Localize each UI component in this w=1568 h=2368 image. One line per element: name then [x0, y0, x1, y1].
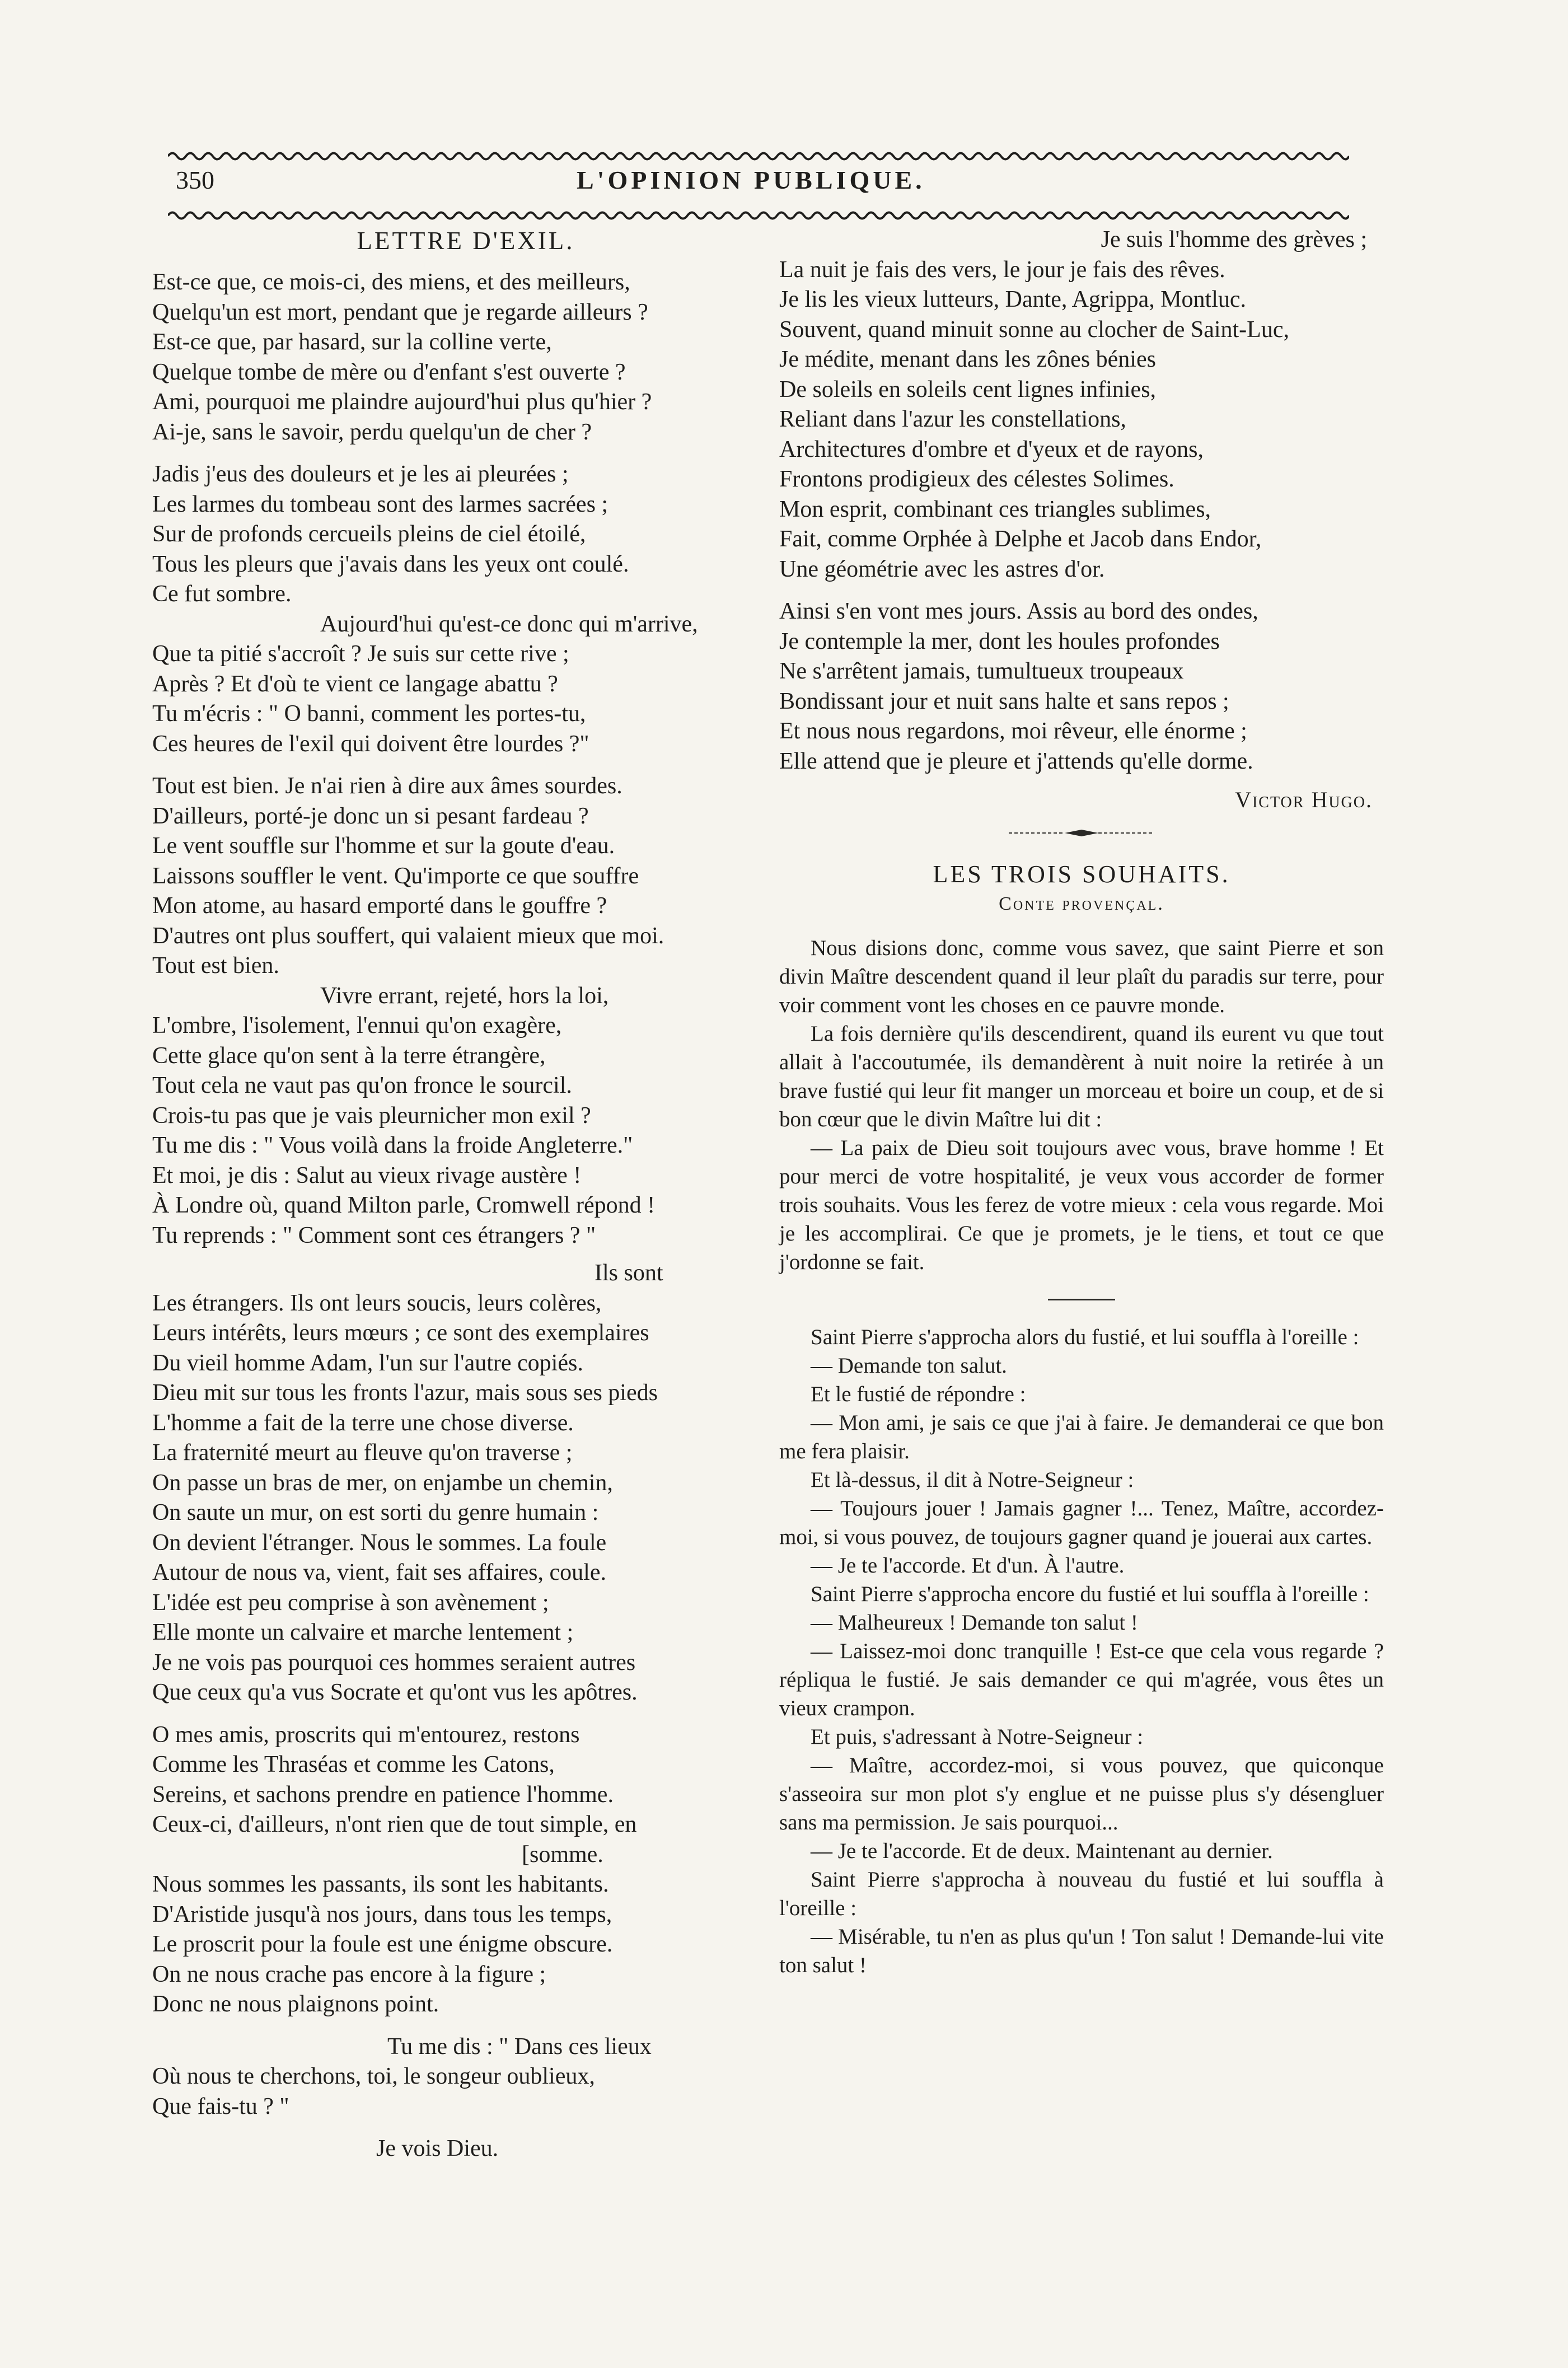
story-paragraph: Et le fustié de répondre :: [811, 1382, 1026, 1406]
poem-stanza: [152, 2032, 746, 2122]
poem-line: [somme.: [522, 1841, 603, 1868]
poem-line: Elle monte un calvaire et marche lentement ;: [152, 1620, 574, 1645]
poem-line: Cette glace qu'on sent à la terre étrangère,: [152, 1042, 546, 1069]
poem-line: Souvent, quand minuit sonne au clocher de Saint-Luc,: [779, 316, 1289, 343]
poem-line: Ainsi s'en vont mes jours. Assis au bord des ondes,: [779, 598, 1258, 624]
poem-line: Fait, comme Orphée à Delphe et Jacob dans Endor,: [779, 526, 1262, 552]
poem-stanza: [152, 2134, 746, 2164]
story-paragraph: — La paix de Dieu soit toujours avec vous, brave homme ! Et pour merci de votre hospitalité, je veux vous accorder de former trois souhaits. Vous les ferez de votre mieux : cela vous regarde. Moi je les accomplirai. Ce que je promets, je le tiens, et tout ce que j'ordonne se fait.: [779, 1136, 1384, 1274]
poem-line: Ami, pourquoi me plaindre aujourd'hui plus qu'hier ?: [152, 389, 652, 415]
left-column: [152, 225, 746, 2164]
story-paragraph: — Laissez-moi donc tranquille ! Est-ce que cela vous regarde ? répliqua le fustié. Je sais demander ce qui m'agrée, vous êtes un vieux crampon.: [779, 1639, 1384, 1720]
poem-line: Le vent souffle sur l'homme et sur la goute d'eau.: [152, 833, 615, 859]
poem-stanza: [152, 268, 746, 447]
poem-line: Ces heures de l'exil qui doivent être lourdes ?": [152, 731, 589, 757]
poem-line: La fraternité meurt au fleuve qu'on traverse ;: [152, 1440, 573, 1466]
poem-line: Tu reprends : " Comment sont ces étrangers ? ": [152, 1222, 596, 1248]
story-paragraph: Saint Pierre s'approcha à nouveau du fustié et lui souffla à l'oreille :: [779, 1868, 1384, 1920]
running-title: L'OPINION PUBLIQUE.: [577, 166, 925, 194]
poem-line: Tu me dis : " Dans ces lieux: [387, 2033, 652, 2060]
poem-line: On saute un mur, on est sorti du genre humain :: [152, 1500, 599, 1525]
poem-line: Tous les pleurs que j'avais dans les yeux ont coulé.: [152, 551, 629, 577]
poem-line: Ne s'arrêtent jamais, tumultueux troupeaux: [779, 658, 1184, 684]
story-paragraph: — Je te l'accorde. Et de deux. Maintenant au dernier.: [811, 1839, 1273, 1863]
poem-line: Reliant dans l'azur les constellations,: [779, 406, 1126, 432]
poem-line: D'ailleurs, porté-je donc un si pesant fardeau ?: [152, 803, 589, 829]
poem-line: Jadis j'eus des douleurs et je les ai pleurées ;: [152, 461, 569, 487]
header-bottom-rule: [168, 208, 1349, 223]
poem-line: Comme les Thraséas et comme les Catons,: [152, 1752, 555, 1777]
poem-line: Vivre errant, rejeté, hors la loi,: [320, 982, 609, 1009]
story-paragraph: — Malheureux ! Demande ton salut !: [811, 1611, 1138, 1635]
poem-line: Ai-je, sans le savoir, perdu quelqu'un de cher ?: [152, 419, 592, 445]
story-paragraph: — Toujours jouer ! Jamais gagner !... Tenez, Maître, accordez-moi, si vous pouvez, de toujours gagner quand je jouerai aux cartes.: [779, 1496, 1384, 1549]
poem-line: Architectures d'ombre et d'yeux et de rayons,: [779, 436, 1204, 462]
story-paragraph: Et puis, s'adressant à Notre-Seigneur :: [811, 1725, 1144, 1749]
poem-line: Je suis l'homme des grèves ;: [1101, 227, 1367, 252]
poem-line: Donc ne nous plaignons point.: [152, 1991, 439, 2017]
poem-line: Que fais-tu ? ": [152, 2093, 289, 2119]
story-subtitle: Conte provençal.: [999, 893, 1164, 914]
poem-signature: Victor Hugo.: [1235, 787, 1373, 812]
poem-stanza: [779, 597, 1384, 776]
poem-line: Tout cela ne vaut pas qu'on fronce le sourcil.: [152, 1073, 572, 1098]
poem-line: Ceux-ci, d'ailleurs, n'ont rien que de tout simple, en: [152, 1812, 637, 1837]
poem-line: Je vois Dieu.: [376, 2136, 499, 2161]
poem-line: Aujourd'hui qu'est-ce donc qui m'arrive,: [320, 611, 698, 637]
poem-stanza: [152, 460, 746, 759]
story-title: LES TROIS SOUHAITS.: [933, 860, 1230, 888]
poem-title: LETTRE D'EXIL.: [357, 227, 575, 255]
story-paragraph: Saint Pierre s'approcha encore du fustié et lui souffla à l'oreille :: [811, 1582, 1369, 1606]
story-paragraph: — Demande ton salut.: [811, 1354, 1007, 1378]
poem-line: Quelque tombe de mère ou d'enfant s'est ouverte ?: [152, 359, 626, 385]
poem-line: Le proscrit pour la foule est une énigme obscure.: [152, 1931, 613, 1957]
page-number: 350: [176, 166, 214, 194]
poem-line: L'idée est peu comprise à son avènement ;: [152, 1589, 549, 1616]
poem-line: Tout est bien.: [152, 953, 279, 979]
poem-line: Les larmes du tombeau sont des larmes sacrées ;: [152, 491, 609, 517]
poem-line: Ce fut sombre.: [152, 581, 292, 607]
poem-line: De soleils en soleils cent lignes infinies,: [779, 376, 1157, 403]
story-paragraph: Saint Pierre s'approcha alors du fustié, et lui souffla à l'oreille :: [811, 1325, 1359, 1349]
poem-line: Tu m'écris : " O banni, comment les portes-tu,: [152, 701, 586, 727]
poem-line: Leurs intérêts, leurs mœurs ; ce sont des exemplaires: [152, 1320, 649, 1346]
poem-line: Tout est bien. Je n'ai rien à dire aux âmes sourdes.: [152, 773, 622, 799]
poem-line: Que ceux qu'a vus Socrate et qu'ont vus les apôtres.: [152, 1679, 638, 1705]
poem-line: Dieu mit sur tous les fronts l'azur, mais sous ses pieds: [152, 1380, 658, 1406]
story-paragraph: — Mon ami, je sais ce que j'ai à faire. Je demanderai ce que bon me fera plaisir.: [779, 1411, 1384, 1463]
poem-line: Je contemple la mer, dont les houles profondes: [779, 628, 1220, 654]
poem-line: On passe un bras de mer, on enjambe un chemin,: [152, 1470, 613, 1496]
poem-line: Mon esprit, combinant ces triangles sublimes,: [779, 496, 1211, 522]
story-paragraph: La fois dernière qu'ils descendirent, quand ils eurent vu que tout allait à l'accoutumée, ils demandèrent à nuit noire la retirée à un brave fustié qui leur fit manger un morceau et boire un coup, et de si bon cœur que le divin Maître lui dit :: [779, 1022, 1384, 1131]
poem-stanza: [779, 225, 1384, 584]
section-divider: [1048, 1299, 1115, 1300]
poem-line: Une géométrie avec les astres d'or.: [779, 556, 1105, 582]
poem-stanza: [152, 771, 746, 1708]
poem-line: Est-ce que, par hasard, sur la colline verte,: [152, 329, 552, 355]
poem-line: On devient l'étranger. Nous le sommes. La foule: [152, 1529, 607, 1556]
poem-line: Crois-tu pas que je vais pleurnicher mon exil ?: [152, 1102, 591, 1129]
poem-line: Laissons souffler le vent. Qu'importe ce que souffre: [152, 863, 639, 889]
poem-line: Quelqu'un est mort, pendant que je regarde ailleurs ?: [152, 299, 648, 325]
poem-line: O mes amis, proscrits qui m'entourez, restons: [152, 1721, 580, 1748]
poem-line: On ne nous crache pas encore à la figure ;: [152, 1961, 546, 1987]
ornament-divider: [1003, 827, 1160, 839]
poem-line: L'homme a fait de la terre une chose diverse.: [152, 1410, 574, 1436]
poem-line: Frontons prodigieux des célestes Solimes.: [779, 466, 1174, 492]
poem-line: À Londre où, quand Milton parle, Cromwell répond !: [152, 1192, 656, 1218]
poem-line: La nuit je fais des vers, le jour je fais des rêves.: [779, 256, 1225, 283]
poem-line: Et nous nous regardons, moi rêveur, elle énorme ;: [779, 718, 1247, 744]
story-paragraph: — Je te l'accorde. Et d'un. À l'autre.: [811, 1553, 1125, 1578]
story-paragraph: Nous disions donc, comme vous savez, que saint Pierre et son divin Maître descendent quand il leur plaît du paradis sur terre, pour voir comment vont les choses en ce pauvre monde.: [779, 936, 1384, 1017]
poem-line: Je ne vois pas pourquoi ces hommes seraient autres: [152, 1649, 636, 1676]
poem-line: Que ta pitié s'accroît ? Je suis sur cette rive ;: [152, 641, 569, 667]
poem-line: Ils sont: [595, 1260, 663, 1286]
poem-line: Autour de nous va, vient, fait ses affaires, coule.: [152, 1560, 606, 1585]
poem-line: Sur de profonds cercueils pleins de ciel étoilé,: [152, 521, 586, 547]
poem-line: L'ombre, l'isolement, l'ennui qu'on exagère,: [152, 1013, 562, 1038]
poem-line: Je lis les vieux lutteurs, Dante, Agrippa, Montluc.: [779, 287, 1247, 312]
poem-line: D'Aristide jusqu'à nos jours, dans tous les temps,: [152, 1901, 612, 1927]
poem-line: Et moi, je dis : Salut au vieux rivage austère !: [152, 1162, 582, 1188]
right-column: [779, 225, 1384, 1979]
poem-line: Bondissant jour et nuit sans halte et sans repos ;: [779, 688, 1229, 714]
header-top-rule: [168, 149, 1349, 163]
poem-line: Sereins, et sachons prendre en patience l'homme.: [152, 1781, 614, 1808]
poem-line: D'autres ont plus souffert, qui valaient mieux que moi.: [152, 923, 664, 949]
poem-line: Mon atome, au hasard emporté dans le gouffre ?: [152, 893, 607, 919]
poem-line: Du vieil homme Adam, l'un sur l'autre copiés.: [152, 1350, 583, 1376]
poem-line: Tu me dis : " Vous voilà dans la froide Angleterre.": [152, 1132, 633, 1158]
story-paragraph: — Maître, accordez-moi, si vous pouvez, que quiconque s'asseoira sur mon plot s'y englue et ne puisse plus s'y désengluer sans ma permission. Je sais pourquoi...: [779, 1753, 1384, 1835]
poem-stanza: [152, 1720, 746, 2020]
poem-line: Après ? Et d'où te vient ce langage abattu ?: [152, 671, 558, 697]
story-paragraph: Et là-dessus, il dit à Notre-Seigneur :: [811, 1468, 1134, 1492]
poem-line: Où nous te cherchons, toi, le songeur oublieux,: [152, 2063, 595, 2089]
poem-line: Elle attend que je pleure et j'attends qu'elle dorme.: [779, 748, 1253, 774]
story-paragraph: — Misérable, tu n'en as plus qu'un ! Ton salut ! Demande-lui vite ton salut !: [779, 1925, 1384, 1977]
poem-line: Je médite, menant dans les zônes bénies: [779, 347, 1156, 372]
poem-line: Est-ce que, ce mois-ci, des miens, et des meilleurs,: [152, 269, 630, 295]
poem-line: Nous sommes les passants, ils sont les habitants.: [152, 1871, 609, 1897]
poem-line: Les étrangers. Ils ont leurs soucis, leurs colères,: [152, 1290, 602, 1316]
